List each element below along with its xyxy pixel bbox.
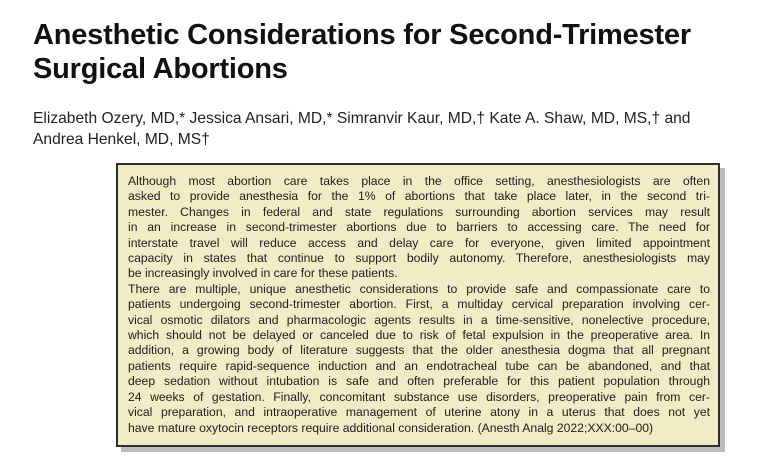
abstract-line: in an increase in second-trimester abortions due to barriers to accessing care. The need for xyxy=(128,220,710,235)
abstract-line: be increasingly involved in care for these patients. xyxy=(128,266,398,281)
author-line: Andrea Henkel, MD, MS† xyxy=(33,131,210,148)
abstract-line: deep sedation without intubation is safe and often preferable for this patient population through xyxy=(128,374,710,389)
abstract-line: vical preparation, and intraoperative management of uterine atony in a uterus that does not yet xyxy=(128,405,710,420)
abstract-line: have mature oxytocin receptors require additional consideration. (Anesth Analg 2022;XXX:00–00) xyxy=(128,420,654,435)
author-line: Elizabeth Ozery, MD,* Jessica Ansari, MD,* Simranvir Kaur, MD,† Kate A. Shaw, MD, MS,† and xyxy=(33,110,691,127)
abstract-line: Although most abortion care takes place in the office setting, anesthesiologists are often xyxy=(128,174,710,188)
abstract-line: 24 weeks of gestation. Finally, concomitant substance use disorders, preoperative pain from cer- xyxy=(128,389,710,404)
abstract-line: asked to provide anesthesia for the 1% of abortions that take place later, in the second tri- xyxy=(128,189,710,204)
abstract-line: addition, a growing body of literature suggests that the older anesthesia dogma that all pregnant xyxy=(128,343,710,358)
abstract-line: patients require rapid-sequence induction and an endotracheal tube can be abandoned, and that xyxy=(128,358,710,373)
abstract-paragraph-1 xyxy=(128,174,710,282)
abstract-box xyxy=(116,163,720,447)
abstract-line: which should not be delayed or canceled due to risk of fetal expulsion in the preoperative area. In xyxy=(128,328,710,343)
abstract-line: mester. Changes in federal and state regulations surrounding abortion services may result xyxy=(128,204,710,219)
abstract-line: patients undergoing second-trimester abortion. First, a multiday cervical preparation involving cer- xyxy=(128,297,710,312)
title-line: Anesthetic Considerations for Second-Trimester xyxy=(33,19,691,51)
article-title xyxy=(33,18,763,86)
abstract-line: capacity in states that continue to support bodily autonomy. Therefore, anesthesiologists may xyxy=(128,251,710,266)
abstract-paragraph-2 xyxy=(128,282,710,436)
abstract-line: There are multiple, unique anesthetic considerations to provide safe and compassionate care to xyxy=(128,281,710,296)
abstract-line: interstate travel will reduce access and delay care for everyone, given limited appointment xyxy=(128,235,710,250)
title-line: Surgical Abortions xyxy=(33,53,288,85)
abstract-line: vical osmotic dilators and pharmacologic agents results in a time-sensitive, nonelective procedure, xyxy=(128,312,710,327)
author-list xyxy=(33,108,773,150)
